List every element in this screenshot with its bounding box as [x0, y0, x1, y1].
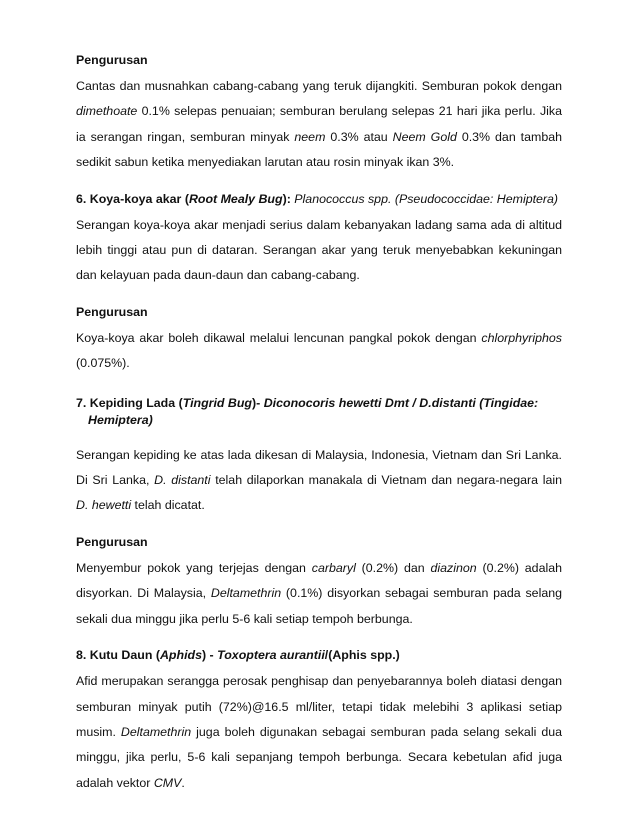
common-name: Aphids	[159, 648, 202, 663]
section-heading-pengurusan: Pengurusan	[76, 304, 148, 319]
text-fragment: telah dicatat.	[131, 498, 205, 513]
text-fragment: .	[181, 775, 185, 790]
text-line: sedikit sabun ketika menyediakan larutan atau rosin minyak ikan 3%.	[76, 155, 455, 170]
scientific-name: Toxoptera aurantii	[217, 648, 325, 663]
text-fragment: Afid merupakan serangga perosak penghisap dan penyebarannya boleh diatasi dengan semburan minyak putih (72%)@16.5 ml/liter, tetapi tidak melebihi 3 aplikasi setiap musim.	[76, 674, 562, 739]
common-name: Root Mealy Bug	[188, 191, 283, 206]
text-line: Serangan kepiding ke atas lada dikesan di Malaysia, Indonesia, Vietnam dan Sri Lanka.	[76, 447, 562, 462]
text-line: 0.1% selepas penuaian; semburan berulang selepas 21 hari jika perlu. Jika	[137, 104, 562, 119]
section-8-paragraph	[76, 669, 562, 796]
chemical-name: dimethoate	[76, 104, 138, 119]
heading-text: /(Aphis spp.)	[324, 648, 400, 663]
species-name: D. hewetti	[76, 498, 132, 513]
chemical-name: carbaryl	[311, 560, 356, 575]
text-line: Cantas dan musnahkan cabang-cabang yang teruk dijangkiti. Semburan pokok dengan	[76, 79, 562, 93]
management-paragraph	[76, 556, 562, 632]
virus-name: CMV	[153, 775, 182, 790]
text-fragment: (0.2%) dan	[355, 560, 431, 575]
text-fragment: 0.3% dan tambah	[456, 129, 563, 144]
text-fragment: 0.3% atau	[325, 129, 393, 144]
section-heading-7	[76, 395, 562, 429]
section-heading-pengurusan: Pengurusan	[76, 534, 148, 549]
section-7-paragraph	[76, 443, 562, 519]
text-fragment: juga boleh digunakan sebagai semburan pada selang sekali dua minggu, jika perlu, 5-6 kali sepanjang tempoh berbunga. Secara kebetulan afid juga adalah vektor	[76, 724, 562, 790]
text-fragment: Menyembur pokok yang terjejas dengan	[76, 560, 312, 575]
scientific-name: Diconocoris hewetti Dmt / D.distanti (Tingidae: Hemiptera)	[88, 395, 539, 427]
product-name: Neem Gold	[392, 129, 457, 144]
section-heading-8	[76, 646, 562, 665]
text-fragment: Di Sri Lanka,	[76, 473, 155, 488]
chemical-name: Deltamethrin	[120, 724, 192, 739]
heading-text: )-	[252, 395, 264, 410]
text-fragment: telah dilaporkan manakala di Vietnam dan negara-negara lain	[210, 473, 563, 488]
chemical-name: neem	[294, 129, 326, 144]
heading-text: ) -	[201, 648, 218, 663]
scientific-name: Planococcus spp. (Pseudococcidae: Hemiptera)	[294, 191, 559, 206]
heading-text: ):	[282, 191, 295, 206]
heading-text: 6. Koya-koya akar (	[76, 191, 189, 206]
text-line: ia serangan ringan, semburan minyak	[76, 129, 295, 144]
management-paragraph	[76, 326, 562, 377]
heading-text: 7. Kepiding Lada (	[76, 395, 183, 410]
heading-text: 8. Kutu Daun (	[76, 648, 160, 663]
text-fragment: Koya-koya akar boleh dikawal melalui lencunan pangkal pokok dengan	[76, 330, 482, 345]
text-fragment: (0.075%).	[76, 356, 130, 371]
chemical-name: chlorphyriphos	[481, 330, 562, 345]
section-heading-6	[76, 190, 562, 209]
species-name: D. distanti	[154, 473, 211, 488]
management-paragraph	[76, 74, 562, 176]
text-fragment: (0.1%) disyorkan sebagai semburan pada selang sekali dua minggu jika perlu 5-6 kali setiap tempoh berbunga.	[76, 586, 562, 626]
chemical-name: diazinon	[430, 560, 477, 575]
section-6-paragraph: Serangan koya-koya akar menjadi serius dalam kebanyakan ladang sama ada di altitud lebih tinggi atau pun di dataran. Serangan akar yang teruk menyebabkan kekuningan dan kelayuan pada daun-daun dan cabang-cabang.	[76, 217, 562, 283]
chemical-name: Deltamethrin	[210, 586, 282, 601]
section-heading-pengurusan: Pengurusan	[76, 53, 148, 67]
common-name: Tingrid Bug	[182, 395, 253, 410]
text-fragment: (0.2%) adalah disyorkan. Di Malaysia,	[76, 560, 563, 601]
